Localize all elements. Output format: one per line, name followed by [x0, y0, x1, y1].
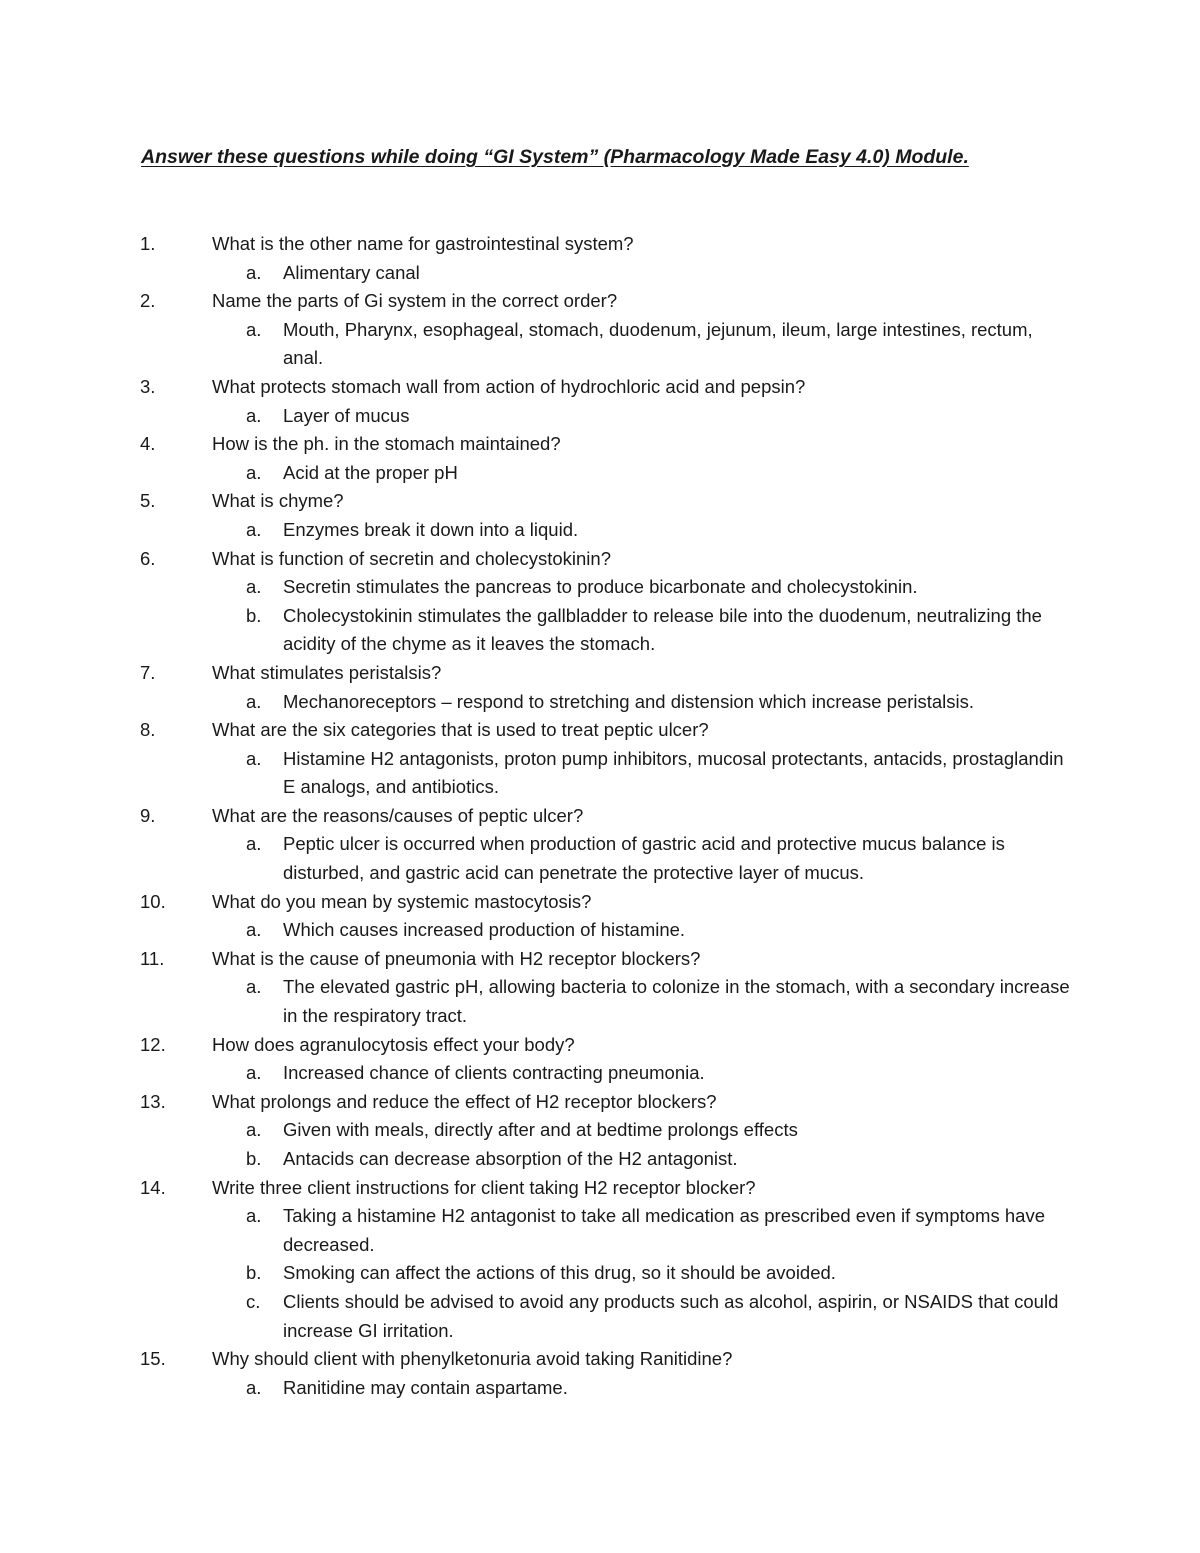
answer-letter: b. [246, 1148, 262, 1169]
question-number: 9. [140, 804, 156, 826]
question-text: Why should client with phenylketonuria avoid taking Ranitidine? [212, 1348, 733, 1370]
question-item [0, 1031, 1200, 1088]
answer-letter: a. [246, 747, 262, 769]
answer-text: Enzymes break it down into a liquid. [283, 518, 579, 540]
answer-text: Mechanoreceptors – respond to stretching and distension which increase peristalsis. [283, 690, 975, 712]
question-number: 8. [140, 719, 156, 741]
answer-text: Increased chance of clients contracting pneumonia. [283, 1062, 705, 1084]
question-number: 4. [140, 433, 156, 455]
answer-item [212, 745, 1070, 802]
answer-letter: a. [246, 518, 262, 540]
question-text: What prolongs and reduce the effect of H2 receptor blockers? [212, 1090, 717, 1112]
question-number: 12. [140, 1033, 166, 1055]
document-title: Answer these questions while doing “GI System” (Pharmacology Made Easy 4.0) Module. [141, 146, 969, 168]
question-item [0, 716, 1200, 802]
answer-list [212, 259, 1070, 288]
answer-item [212, 573, 1070, 602]
question-item [0, 287, 1200, 373]
answer-item [212, 1145, 1070, 1174]
question-list [0, 230, 1200, 1402]
question-item [0, 802, 1200, 888]
question-number: 10. [140, 890, 166, 912]
question-number: 5. [140, 490, 156, 512]
question-text: Name the parts of Gi system in the correct order? [212, 290, 618, 312]
answer-item [212, 602, 1070, 659]
answer-text: Smoking can affect the actions of this drug, so it should be avoided. [283, 1262, 836, 1284]
answer-item [212, 1059, 1070, 1088]
answer-list [212, 1202, 1070, 1345]
answer-letter: a. [246, 1062, 262, 1084]
question-number: 11. [140, 947, 165, 969]
question-text: What is function of secretin and cholecystokinin? [212, 547, 611, 569]
answer-letter: a. [246, 404, 262, 426]
question-item [0, 659, 1200, 716]
answer-letter: a. [246, 833, 262, 855]
answer-item [212, 1116, 1070, 1145]
question-text: What do you mean by systemic mastocytosis? [212, 890, 592, 912]
question-item [0, 888, 1200, 945]
question-text: How is the ph. in the stomach maintained? [212, 433, 561, 455]
question-item [0, 1088, 1200, 1174]
question-text: What is the other name for gastrointestinal system? [212, 233, 634, 254]
question-number: 7. [140, 661, 156, 683]
answer-text: Secretin stimulates the pancreas to produce bicarbonate and cholecystokinin. [283, 576, 918, 598]
answer-item [212, 1288, 1070, 1345]
question-text: What are the six categories that is used to treat peptic ulcer? [212, 719, 709, 741]
question-text: What are the reasons/causes of peptic ulcer? [212, 804, 584, 826]
question-number: 15. [140, 1348, 166, 1370]
answer-text: The elevated gastric pH, allowing bacteria to colonize in the stomach, with a secondary increase in the respiratory tract. [283, 976, 1070, 1027]
answer-text: Clients should be advised to avoid any products such as alcohol, aspirin, or NSAIDS that could increase GI irritation. [283, 1290, 1059, 1341]
question-item [0, 1345, 1200, 1402]
answer-letter: a. [246, 576, 262, 598]
question-text: What protects stomach wall from action of hydrochloric acid and pepsin? [212, 375, 806, 397]
answer-list [212, 973, 1070, 1030]
answer-letter: b. [246, 604, 262, 626]
answer-list [212, 916, 1070, 945]
answer-text: Mouth, Pharynx, esophageal, stomach, duodenum, jejunum, ileum, large intestines, rectum, anal. [283, 318, 1033, 369]
answer-text: Cholecystokinin stimulates the gallbladder to release bile into the duodenum, neutralizing the acidity of the chyme as it leaves the stomach. [283, 604, 1042, 655]
answer-text: Acid at the proper pH [283, 461, 458, 483]
answer-list [212, 459, 1070, 488]
question-item [0, 545, 1200, 659]
answer-list [212, 830, 1070, 887]
question-item [0, 487, 1200, 544]
answer-item [212, 259, 1070, 288]
answer-list [212, 316, 1070, 373]
answer-text: Which causes increased production of histamine. [283, 919, 686, 941]
answer-letter: a. [246, 690, 262, 712]
question-item [0, 1174, 1200, 1346]
answer-text: Histamine H2 antagonists, proton pump inhibitors, mucosal protectants, antacids, prostaglandin E analogs, and antibiotics. [283, 747, 1064, 798]
question-text: What is the cause of pneumonia with H2 receptor blockers? [212, 947, 701, 969]
answer-list [212, 688, 1070, 717]
answer-letter: a. [246, 976, 262, 998]
question-item [0, 430, 1200, 487]
answer-item [212, 1259, 1070, 1288]
question-number: 3. [140, 375, 156, 397]
question-number: 14. [140, 1176, 166, 1198]
answer-letter: a. [246, 919, 262, 941]
answer-text: Given with meals, directly after and at bedtime prolongs effects [283, 1119, 798, 1141]
question-text: What stimulates peristalsis? [212, 661, 442, 683]
question-item [0, 945, 1200, 1031]
answer-letter: a. [246, 318, 262, 340]
question-text: What is chyme? [212, 490, 344, 512]
answer-list [212, 573, 1070, 659]
question-number: 2. [140, 290, 156, 312]
answer-letter: a. [246, 261, 262, 283]
answer-list [212, 745, 1070, 802]
answer-item [212, 1374, 1070, 1403]
answer-list [212, 1059, 1070, 1088]
question-item [0, 373, 1200, 430]
answer-letter: a. [246, 461, 262, 483]
answer-letter: c. [246, 1290, 261, 1312]
answer-list [212, 402, 1070, 431]
answer-letter: a. [246, 1376, 262, 1398]
question-text: How does agranulocytosis effect your body? [212, 1033, 575, 1055]
question-number: 13. [140, 1090, 166, 1112]
answer-text: Taking a histamine H2 antagonist to take all medication as prescribed even if symptoms have decreased. [283, 1205, 1045, 1255]
answer-item [212, 688, 1070, 717]
answer-letter: a. [246, 1119, 262, 1141]
answer-list [212, 1116, 1070, 1173]
answer-item [212, 402, 1070, 431]
answer-letter: b. [246, 1262, 262, 1284]
answer-item [212, 916, 1070, 945]
answer-text: Alimentary canal [283, 261, 420, 283]
answer-list [212, 516, 1070, 545]
answer-item [212, 973, 1070, 1030]
answer-item [212, 1202, 1070, 1259]
answer-letter: a. [246, 1205, 262, 1227]
answer-item [212, 459, 1070, 488]
answer-item [212, 516, 1070, 545]
question-text: Write three client instructions for client taking H2 receptor blocker? [212, 1176, 756, 1198]
question-item [0, 230, 1200, 287]
answer-item [212, 830, 1070, 887]
answer-text: Peptic ulcer is occurred when production of gastric acid and protective mucus balance is disturbed, and gastric acid can penetrate the protective layer of mucus. [283, 833, 1005, 884]
answer-item [212, 316, 1070, 373]
answer-text: Antacids can decrease absorption of the H2 antagonist. [283, 1148, 738, 1169]
answer-text: Layer of mucus [283, 404, 410, 426]
question-number: 6. [140, 547, 156, 569]
answer-list [212, 1374, 1070, 1403]
question-number: 1. [140, 233, 156, 254]
answer-text: Ranitidine may contain aspartame. [283, 1376, 568, 1398]
